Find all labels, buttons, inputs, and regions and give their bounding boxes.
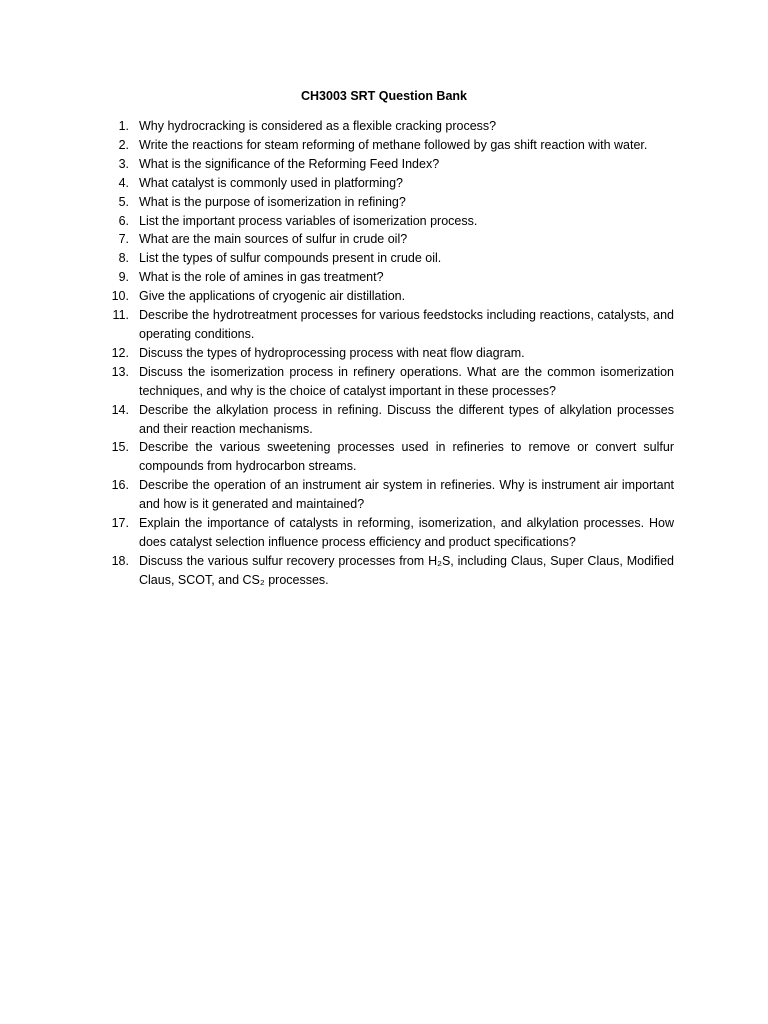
- question-number: 7.: [118, 232, 129, 247]
- question-text: What catalyst is commonly used in platforming?: [139, 175, 403, 190]
- question-text: What is the purpose of isomerization in refining?: [139, 194, 406, 209]
- question-item: [111, 136, 674, 155]
- question-number: 1.: [118, 119, 129, 133]
- document-title: CH3003 SRT Question Bank: [300, 89, 467, 103]
- question-number: 17.: [111, 516, 129, 531]
- question-number: 14.: [111, 402, 129, 417]
- question-text: Why hydrocracking is considered as a flexible cracking process?: [139, 119, 497, 133]
- question-item: [111, 268, 674, 287]
- question-item: [111, 514, 674, 552]
- question-text: Describe the various sweetening processes used in refineries to remove or convert sulfur compounds from hydrocarbon streams.: [139, 440, 674, 474]
- question-number: 8.: [118, 251, 129, 266]
- question-text: What is the significance of the Reforming Feed Index?: [139, 156, 440, 171]
- question-number: 11.: [112, 308, 129, 323]
- question-text: List the important process variables of isomerization process.: [139, 213, 478, 228]
- question-text: Discuss the various sulfur recovery processes from H₂S, including Claus, Super Claus, Modified Claus, SCOT, and CS₂ processes.: [139, 553, 674, 587]
- question-item: [111, 230, 674, 249]
- question-list: [111, 117, 674, 590]
- question-number: 9.: [118, 270, 129, 285]
- question-number: 15.: [111, 440, 129, 455]
- question-item: [111, 249, 674, 268]
- question-item: [111, 344, 674, 363]
- question-item: [111, 401, 674, 439]
- question-number: 10.: [111, 289, 129, 304]
- question-item: [111, 363, 674, 401]
- question-number: 12.: [111, 345, 129, 360]
- question-text: What are the main sources of sulfur in crude oil?: [139, 232, 408, 247]
- question-text: What is the role of amines in gas treatment?: [139, 270, 384, 285]
- question-text: Describe the alkylation process in refining. Discuss the different types of alkylation processes and their reaction mechanisms.: [139, 402, 674, 436]
- question-number: 2.: [118, 137, 129, 152]
- question-text: List the types of sulfur compounds present in crude oil.: [139, 251, 442, 266]
- question-number: 16.: [111, 478, 129, 493]
- question-item: [111, 174, 674, 193]
- question-text: Explain the importance of catalysts in reforming, isomerization, and alkylation processes. How does catalyst selection influence process efficiency and product specifications?: [139, 516, 674, 549]
- question-text: Write the reactions for steam reforming of methane followed by gas shift reaction with water.: [139, 137, 648, 152]
- question-number: 3.: [118, 156, 129, 171]
- question-item: [111, 287, 674, 306]
- question-text: Describe the hydrotreatment processes for various feedstocks including reactions, catalysts, and operating conditions.: [139, 308, 674, 341]
- question-item: [111, 306, 674, 344]
- question-text: Discuss the isomerization process in refinery operations. What are the common isomerization techniques, and why is the choice of catalyst important in these processes?: [139, 364, 674, 398]
- question-text: Describe the operation of an instrument air system in refineries. Why is instrument air important and how is it generated and maintained?: [139, 478, 674, 512]
- question-text: Give the applications of cryogenic air distillation.: [139, 289, 406, 304]
- question-item: [111, 438, 674, 476]
- question-item: [111, 552, 674, 590]
- question-number: 5.: [118, 194, 129, 209]
- question-item: [111, 476, 674, 514]
- question-item: [111, 193, 674, 212]
- question-number: 13.: [111, 364, 129, 379]
- question-item: [111, 212, 674, 231]
- question-number: 18.: [111, 553, 129, 568]
- question-text: Discuss the types of hydroprocessing process with neat flow diagram.: [139, 345, 525, 360]
- question-number: 4.: [118, 175, 129, 190]
- question-item: [111, 155, 674, 174]
- question-item: [111, 117, 674, 136]
- question-number: 6.: [118, 213, 129, 228]
